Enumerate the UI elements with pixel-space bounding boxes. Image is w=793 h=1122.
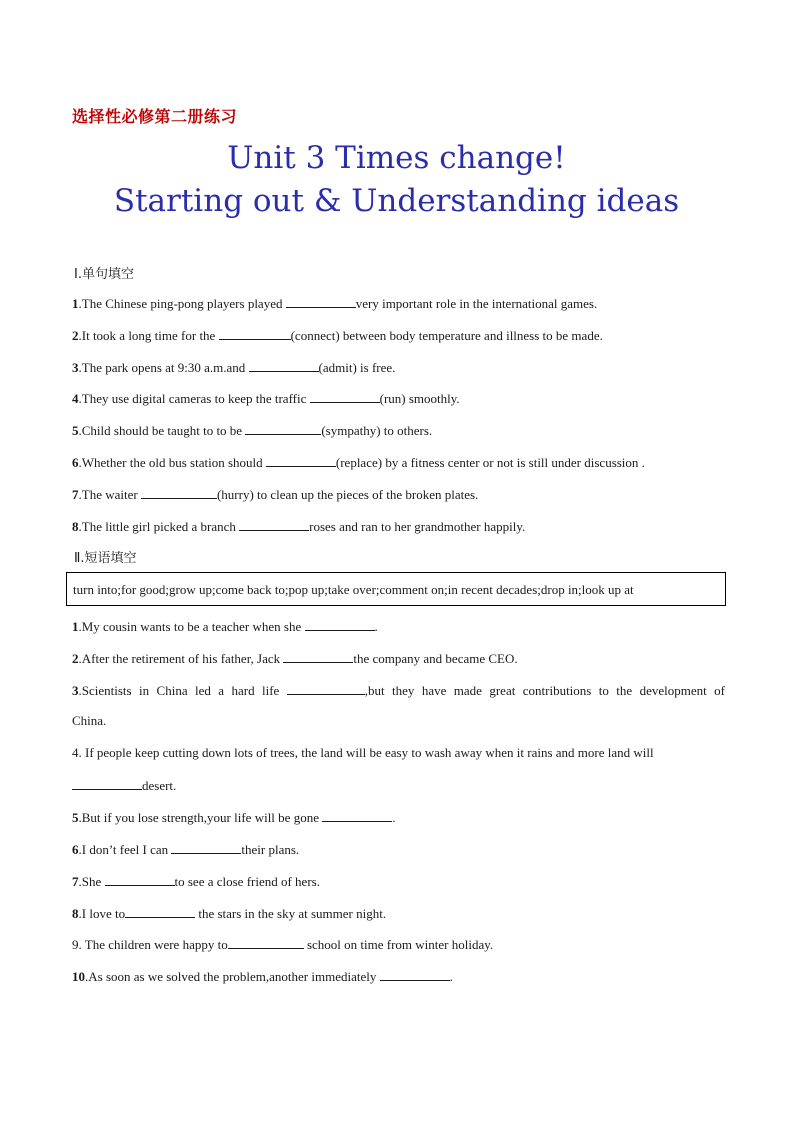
- question-number: 5: [72, 423, 79, 438]
- question-number: 1: [72, 619, 79, 634]
- question-text: .They use digital cameras to keep the traffic: [78, 391, 310, 406]
- question-number: 6: [72, 842, 79, 857]
- question-text: .It took a long time for the: [78, 328, 219, 343]
- answer-blank[interactable]: [286, 294, 356, 308]
- question-text: .Scientists in China led a hard life: [78, 683, 287, 698]
- question-item: [72, 517, 525, 535]
- question-number: 3: [72, 360, 79, 375]
- question-text: .The little girl picked a branch: [78, 519, 240, 534]
- question-text: .Child should be taught to to be: [78, 423, 246, 438]
- question-text: .As soon as we solved the problem,another immediately: [85, 969, 380, 984]
- question-text: .: [392, 810, 396, 825]
- answer-blank[interactable]: [72, 776, 142, 790]
- question-number: 5: [72, 810, 79, 825]
- answer-blank[interactable]: [171, 840, 241, 854]
- question-text: .But if you lose strength,your life will be gone: [78, 810, 323, 825]
- question-item: [72, 453, 645, 471]
- question-number: 2: [72, 328, 79, 343]
- question-text: .The park opens at 9:30 a.m.and: [78, 360, 249, 375]
- question-text: . The children were happy to: [78, 937, 228, 952]
- answer-blank[interactable]: [141, 485, 217, 499]
- question-number: 2: [72, 651, 79, 666]
- question-text: (admit) is free.: [318, 360, 396, 375]
- question-text: .After the retirement of his father, Jack: [78, 651, 284, 666]
- answer-blank[interactable]: [310, 389, 380, 403]
- answer-blank[interactable]: [380, 967, 450, 981]
- question-text: .My cousin wants to be a teacher when she: [78, 619, 305, 634]
- question-text: .She: [78, 874, 105, 889]
- lesson-title: Starting out & Understanding ideas: [113, 183, 680, 219]
- answer-blank[interactable]: [219, 326, 291, 340]
- question-item: [72, 967, 453, 985]
- question-item: [72, 904, 386, 922]
- question-text: .Whether the old bus station should: [78, 455, 266, 470]
- answer-blank[interactable]: [287, 681, 365, 695]
- question-text: roses and ran to her grandmother happily.: [309, 519, 526, 534]
- question-number: 6: [72, 455, 79, 470]
- question-text: (sympathy) to others.: [321, 423, 433, 438]
- answer-blank[interactable]: [228, 935, 304, 949]
- question-text: ,but they have made great contributions to the development of: [364, 683, 725, 698]
- answer-blank[interactable]: [239, 517, 309, 531]
- question-continuation: [72, 713, 106, 729]
- question-text: (run) smoothly.: [379, 391, 460, 406]
- question-number: 8: [72, 519, 79, 534]
- question-item: [72, 421, 432, 439]
- answer-blank[interactable]: [245, 421, 321, 435]
- question-number: 7: [72, 874, 79, 889]
- answer-blank[interactable]: [105, 872, 175, 886]
- answer-blank[interactable]: [283, 649, 353, 663]
- question-number: 4: [72, 391, 79, 406]
- question-number: 10: [72, 969, 85, 984]
- answer-blank[interactable]: [305, 617, 375, 631]
- phrase-bank-text: turn into;for good;grow up;come back to;pop up;take over;comment on;in recent decades;drop in;look up at: [73, 582, 634, 597]
- question-number: 4: [72, 745, 79, 760]
- part1-heading: Ⅰ.单句填空: [74, 267, 134, 282]
- question-text: .: [374, 619, 378, 634]
- question-item: [72, 294, 597, 312]
- question-number: 8: [72, 906, 79, 921]
- unit-title: Unit 3 Times change!: [227, 140, 566, 176]
- question-item: [72, 872, 320, 890]
- question-text: very important role in the international games.: [355, 296, 598, 311]
- question-text: school on time from winter holiday.: [303, 937, 494, 952]
- question-text: China.: [72, 713, 107, 728]
- question-item: [72, 935, 493, 953]
- question-item: [72, 326, 603, 344]
- phrase-bank-box: [66, 572, 726, 606]
- question-text: .The Chinese ping-pong players played: [78, 296, 286, 311]
- part2-heading: Ⅱ.短语填空: [74, 551, 137, 566]
- question-text: . If people keep cutting down lots of trees, the land will be easy to wash away when it rains and more land will: [78, 745, 654, 760]
- question-number: 7: [72, 487, 79, 502]
- book-label: 选择性必修第二册练习: [72, 107, 238, 126]
- question-text: (hurry) to clean up the pieces of the broken plates.: [216, 487, 479, 502]
- question-text: their plans.: [241, 842, 300, 857]
- answer-blank[interactable]: [125, 904, 195, 918]
- question-item: [72, 808, 395, 826]
- question-text: .I don’t feel I can: [78, 842, 172, 857]
- question-item: [72, 485, 478, 503]
- question-text: the stars in the sky at summer night.: [195, 906, 387, 921]
- question-number: 9: [72, 937, 79, 952]
- question-item: [72, 649, 518, 667]
- question-number: 1: [72, 296, 79, 311]
- answer-blank[interactable]: [266, 453, 336, 467]
- question-text: the company and became CEO.: [353, 651, 518, 666]
- question-item: [72, 389, 460, 407]
- question-text: to see a close friend of hers.: [174, 874, 320, 889]
- question-number: 3: [72, 683, 79, 698]
- question-text: desert.: [142, 778, 177, 793]
- question-item: [72, 681, 725, 699]
- question-text: .: [449, 969, 453, 984]
- question-text: (connect) between body temperature and illness to be made.: [290, 328, 603, 343]
- question-text: .The waiter: [78, 487, 141, 502]
- question-item: [72, 358, 395, 376]
- question-item: [72, 840, 299, 858]
- question-text: (replace) by a fitness center or not is still under discussion .: [335, 455, 645, 470]
- answer-blank[interactable]: [249, 358, 319, 372]
- answer-blank[interactable]: [322, 808, 392, 822]
- question-item: [72, 617, 378, 635]
- question-text: .I love to: [78, 906, 126, 921]
- question-continuation: [72, 776, 176, 794]
- question-item: [72, 745, 654, 761]
